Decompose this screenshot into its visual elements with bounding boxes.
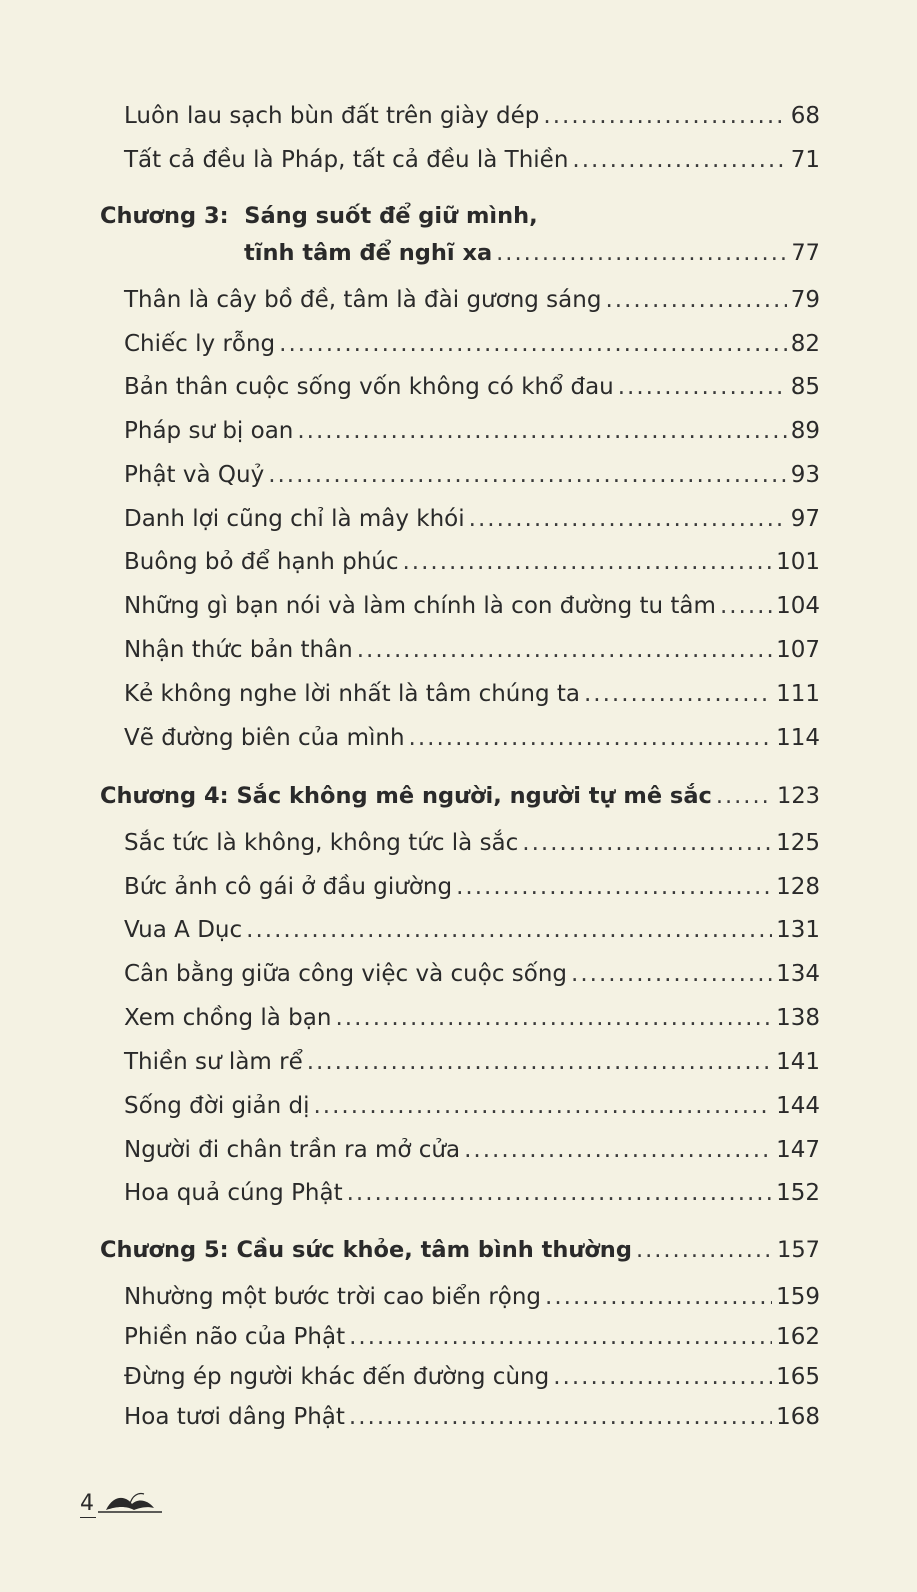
- dot-leader: [584, 679, 772, 709]
- dot-leader: [636, 1235, 773, 1265]
- chapter-3-title-line1: Sáng suốt để giữ mình,: [244, 203, 538, 229]
- dot-leader: [572, 145, 786, 175]
- toc-entry: [124, 1322, 820, 1352]
- toc-entry-title: Danh lợi cũng chỉ là mây khói: [124, 506, 465, 532]
- dot-leader: [716, 781, 773, 811]
- toc-entry: [124, 285, 820, 315]
- dot-leader: [297, 416, 786, 446]
- toc-entry: [124, 1003, 820, 1033]
- dot-leader: [268, 460, 787, 490]
- toc-entry: [124, 1362, 820, 1392]
- chapter-4-heading: [100, 781, 820, 811]
- toc-entry-title: Xem chồng là bạn: [124, 1005, 332, 1031]
- toc-entry-title: Sắc tức là không, không tức là sắc: [124, 830, 519, 856]
- toc-entry-title: Vua A Dục: [124, 917, 243, 943]
- toc-entry-page: 162: [776, 1324, 820, 1350]
- chapter-5-page: 157: [777, 1237, 820, 1263]
- toc-entry: [124, 1135, 820, 1165]
- toc-entry-title: Luôn lau sạch bùn đất trên giày dép: [124, 103, 540, 129]
- toc-entry: [124, 504, 820, 534]
- dot-leader: [314, 1091, 773, 1121]
- toc-entry-title: Chiếc ly rỗng: [124, 331, 276, 357]
- toc-entry-title: Nhường một bước trời cao biển rộng: [124, 1284, 542, 1310]
- dot-leader: [279, 329, 787, 359]
- dot-leader: [618, 372, 787, 402]
- toc-entry-page: 134: [776, 961, 820, 987]
- toc-entry: [124, 145, 820, 175]
- toc-entry-title: Đừng ép người khác đến đường cùng: [124, 1364, 550, 1390]
- toc-entry-title: Pháp sư bị oan: [124, 418, 294, 444]
- dot-leader: [605, 285, 786, 315]
- toc-entry-title: Bức ảnh cô gái ở đầu giường: [124, 874, 453, 900]
- dot-leader: [347, 1178, 772, 1208]
- dot-leader: [571, 959, 772, 989]
- toc-entry: [124, 547, 820, 577]
- toc-entry-page: 68: [790, 103, 820, 129]
- toc-entry-page: 131: [776, 917, 820, 943]
- toc-entry: [124, 372, 820, 402]
- toc-entry-title: Nhận thức bản thân: [124, 637, 353, 663]
- toc-entry-page: 159: [776, 1284, 820, 1310]
- toc-entry: [124, 915, 820, 945]
- toc-entry-page: 97: [790, 506, 820, 532]
- toc-entry: [124, 635, 820, 665]
- dot-leader: [307, 1047, 772, 1077]
- toc-entry-title: Cân bằng giữa công việc và cuộc sống: [124, 961, 568, 987]
- toc-entry: [124, 329, 820, 359]
- toc-entry-page: 111: [776, 681, 820, 707]
- toc-entry: [124, 1402, 820, 1432]
- dot-leader: [357, 635, 772, 665]
- toc-entry-title: Người đi chân trần ra mở cửa: [124, 1137, 461, 1163]
- chapter-3-label: Chương 3:: [100, 203, 229, 229]
- toc-entry-page: 101: [776, 549, 820, 575]
- dot-leader: [720, 591, 772, 621]
- dot-leader: [464, 1135, 772, 1165]
- toc-entry-page: 82: [790, 331, 820, 357]
- toc-entry: [124, 1178, 820, 1208]
- toc-entry-page: 93: [790, 462, 820, 488]
- toc-entry-page: 104: [776, 593, 820, 619]
- toc-entry: [124, 872, 820, 902]
- toc-entry-title: Kẻ không nghe lời nhất là tâm chúng ta: [124, 681, 580, 707]
- chapter-5-title: Chương 5: Cầu sức khỏe, tâm bình thường: [100, 1237, 632, 1263]
- toc-entry-page: 147: [776, 1137, 820, 1163]
- toc-entry-page: 138: [776, 1005, 820, 1031]
- toc-entry: [124, 723, 820, 753]
- chapter-4-title: Chương 4: Sắc không mê người, người tự mê sắc: [100, 783, 712, 809]
- dot-leader: [349, 1322, 772, 1352]
- toc-entry-title: Thân là cây bồ đề, tâm là đài gương sáng: [124, 287, 602, 313]
- toc-entry-page: 168: [776, 1404, 820, 1430]
- dot-leader: [469, 504, 787, 534]
- chapter-5-heading: [100, 1235, 820, 1265]
- swallow-ornament-icon: [96, 1488, 166, 1518]
- toc-entry-title: Sống đời giản dị: [124, 1093, 310, 1119]
- dot-leader: [543, 101, 786, 131]
- toc-entry: [124, 416, 820, 446]
- toc-entry-page: 71: [790, 147, 820, 173]
- toc-entry: [124, 679, 820, 709]
- toc-entry-page: 144: [776, 1093, 820, 1119]
- toc-entry-title: Phiền não của Phật: [124, 1324, 346, 1350]
- dot-leader: [246, 915, 772, 945]
- toc-entry-page: 89: [790, 418, 820, 444]
- toc-entry: [124, 101, 820, 131]
- toc-entry-title: Hoa quả cúng Phật: [124, 1180, 343, 1206]
- chapter-4-page: 123: [777, 783, 820, 809]
- toc-entry-title: Phật và Quỷ: [124, 462, 265, 488]
- toc-entry: [124, 1047, 820, 1077]
- toc-entry-page: 114: [776, 725, 820, 751]
- toc-entry-title: Hoa tươi dâng Phật: [124, 1404, 345, 1430]
- toc-entry-page: 141: [776, 1049, 820, 1075]
- dot-leader: [409, 723, 773, 753]
- toc-entry: [124, 959, 820, 989]
- toc-entry-page: 152: [776, 1180, 820, 1206]
- chapter-3-page: 77: [791, 240, 820, 266]
- toc-entry: [124, 1091, 820, 1121]
- toc-entry-page: 165: [776, 1364, 820, 1390]
- toc-entry: [124, 591, 820, 621]
- page-footer: [80, 1488, 166, 1518]
- toc-entry-title: Tất cả đều là Pháp, tất cả đều là Thiền: [124, 147, 569, 173]
- dot-leader: [456, 872, 772, 902]
- toc-entry: [124, 1282, 820, 1312]
- dot-leader: [553, 1362, 772, 1392]
- chapter-3-heading: [100, 201, 538, 231]
- dot-leader: [349, 1402, 772, 1432]
- toc-entry-page: 125: [776, 830, 820, 856]
- toc-entry: [124, 460, 820, 490]
- toc-entry-page: 79: [790, 287, 820, 313]
- dot-leader: [522, 828, 772, 858]
- toc-entry-title: Những gì bạn nói và làm chính là con đường tu tâm: [124, 593, 716, 619]
- toc-entry-page: 128: [776, 874, 820, 900]
- toc-entry-page: 85: [790, 374, 820, 400]
- toc-entry-title: Buông bỏ để hạnh phúc: [124, 549, 399, 575]
- dot-leader: [545, 1282, 772, 1312]
- chapter-3-title-line2: tĩnh tâm để nghĩ xa: [244, 240, 493, 266]
- chapter-3-title-row: [244, 238, 820, 268]
- dot-leader: [403, 547, 773, 577]
- toc-entry-title: Thiền sư làm rể: [124, 1049, 303, 1075]
- toc-entry: [124, 828, 820, 858]
- toc-entry-title: Bản thân cuộc sống vốn không có khổ đau: [124, 374, 614, 400]
- dot-leader: [335, 1003, 772, 1033]
- page-number: 4: [80, 1491, 94, 1516]
- toc-entry-title: Vẽ đường biên của mình: [124, 725, 405, 751]
- dot-leader: [496, 238, 787, 268]
- toc-entry-page: 107: [776, 637, 820, 663]
